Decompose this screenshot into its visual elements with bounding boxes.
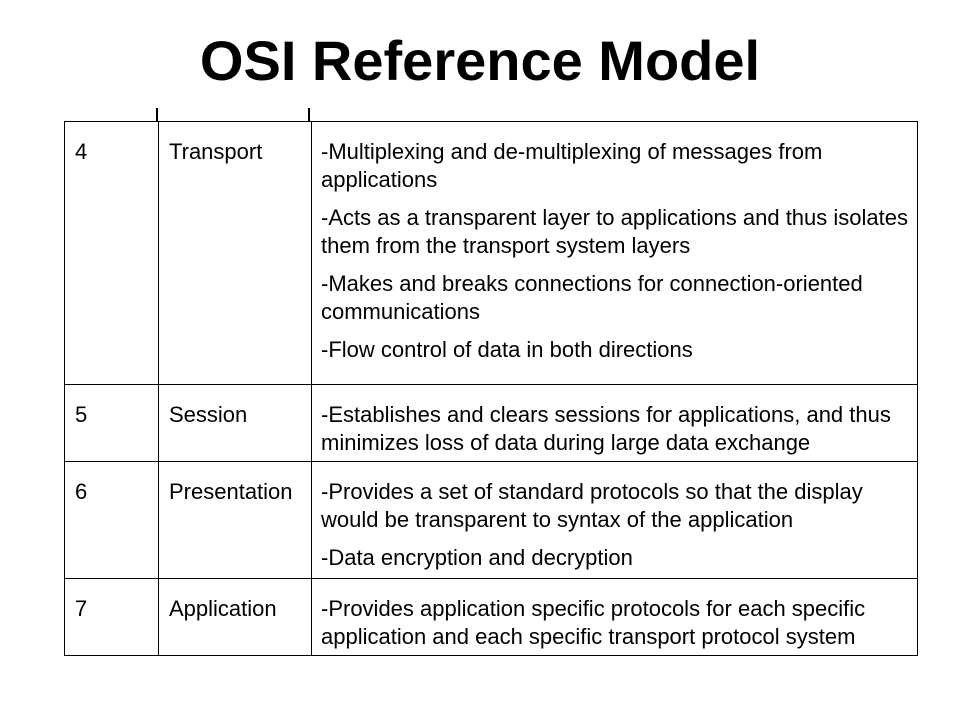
table-top-edge-marks xyxy=(64,108,918,121)
layer-function-item: -Provides application specific protocols for each specific application and each specific transport protocol system xyxy=(321,596,866,649)
layer-name-cell xyxy=(159,122,312,385)
slide-title: OSI Reference Model xyxy=(199,29,761,92)
layer-name: Presentation xyxy=(169,479,293,504)
osi-layers-table xyxy=(64,121,918,656)
layer-name-cell xyxy=(159,462,312,579)
layer-number: 6 xyxy=(75,479,88,504)
layer-description-cell xyxy=(312,462,918,579)
table-row-layer-7 xyxy=(65,579,918,656)
layer-function-item: -Flow control of data in both directions xyxy=(321,337,693,362)
layer-function-item: -Provides a set of standard protocols so that the display would be transparent to syntax of the application xyxy=(321,479,863,532)
layer-number-cell xyxy=(65,579,159,656)
layer-number-cell xyxy=(65,462,159,579)
layer-number: 5 xyxy=(75,402,88,427)
layer-function-item: -Data encryption and decryption xyxy=(321,545,633,570)
osi-layers-table-container xyxy=(64,121,918,656)
layer-description-cell xyxy=(312,579,918,656)
layer-name: Session xyxy=(169,402,248,427)
table-row-layer-6 xyxy=(65,462,918,579)
table-row-layer-5 xyxy=(65,385,918,462)
layer-name: Application xyxy=(169,596,277,621)
layer-function-item: -Acts as a transparent layer to applications and thus isolates them from the transport system layers xyxy=(321,205,908,258)
layer-name: Transport xyxy=(169,139,263,164)
table-row-layer-4 xyxy=(65,122,918,385)
layer-function-item: -Establishes and clears sessions for applications, and thus minimizes loss of data during large data exchange xyxy=(321,402,891,455)
layer-description-cell xyxy=(312,122,918,385)
layer-function-item: -Makes and breaks connections for connection-oriented communications xyxy=(321,271,863,324)
layer-description-cell xyxy=(312,385,918,462)
layer-name-cell xyxy=(159,385,312,462)
layer-number-cell xyxy=(65,385,159,462)
layer-function-item: -Multiplexing and de-multiplexing of messages from applications xyxy=(321,139,823,192)
layer-number: 7 xyxy=(75,596,88,621)
layer-number: 4 xyxy=(75,139,88,164)
layer-number-cell xyxy=(65,122,159,385)
layer-name-cell xyxy=(159,579,312,656)
